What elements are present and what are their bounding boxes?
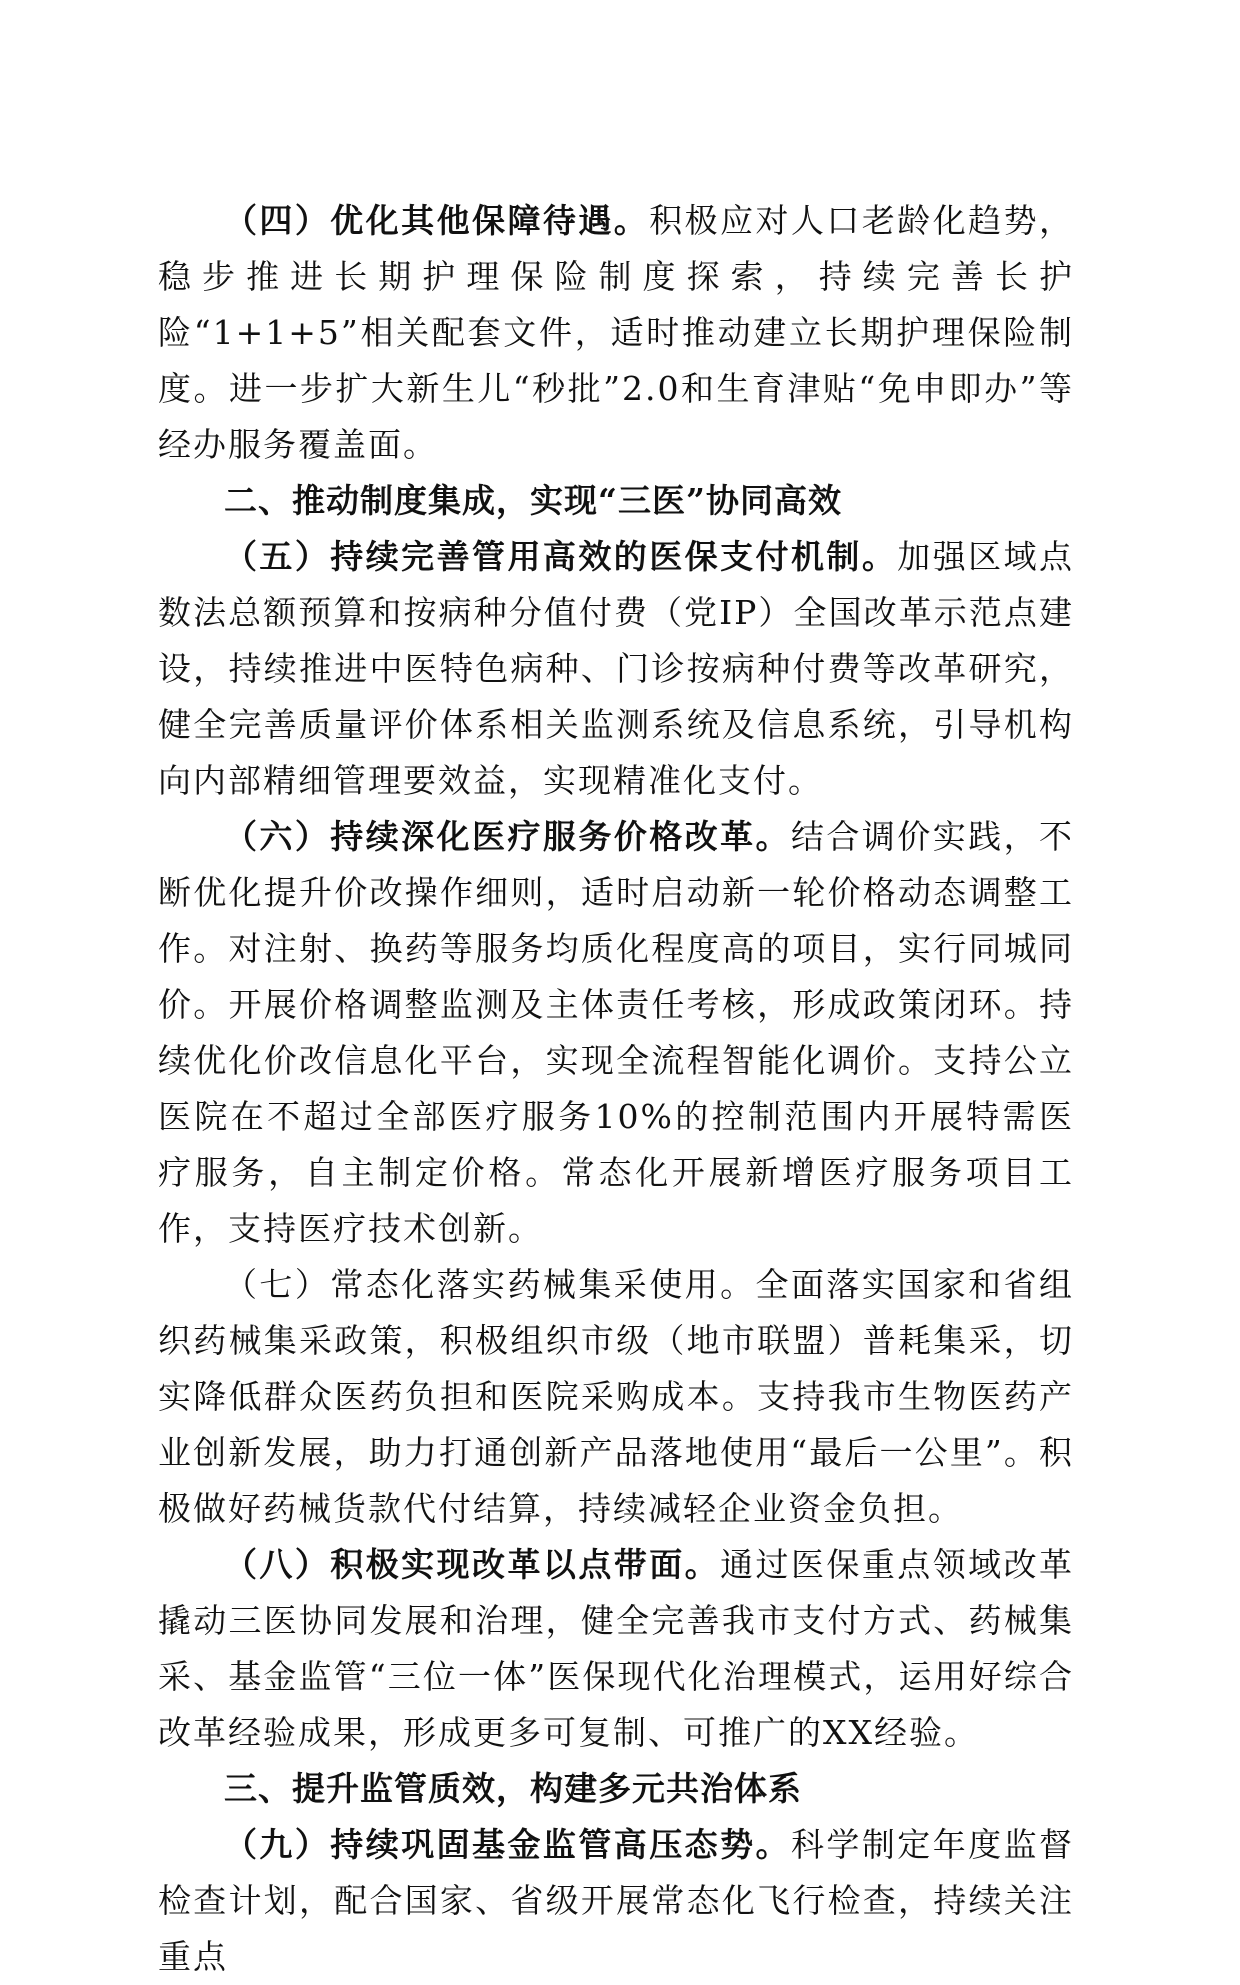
paragraph-4-text: 积极应对人口老龄化趋势，稳步推进长期护理保险制度探索，持续完善长护险“1+1+5”相关配套文件，适时推动建立长期护理保险制度。进一步扩大新生儿“秒批”2.0和生育津贴“免申即办”等经办服务覆盖面。 bbox=[158, 201, 1075, 464]
paragraph-6-text: 结合调价实践，不断优化提升价改操作细则，适时启动新一轮价格动态调整工作。对注射、换药等服务均质化程度高的项目，实行同城同价。开展价格调整监测及主体责任考核，形成政策闭环。持续优化价改信息化平台，实现全流程智能化调价。支持公立医院在不超过全部医疗服务10%的控制范围内开展特需医疗服务，自主制定价格。常态化开展新增医疗服务项目工作，支持医疗技术创新。 bbox=[158, 817, 1075, 1248]
section-heading-2: 二、推动制度集成，实现“三医”协同高效 bbox=[224, 481, 842, 520]
paragraph-7 bbox=[158, 1257, 1074, 1537]
paragraph-9 bbox=[158, 1817, 1074, 1985]
document-body bbox=[158, 193, 1074, 1985]
paragraph-4-lead: （四）优化其他保障待遇。 bbox=[224, 201, 650, 240]
paragraph-7-text: （七）常态化落实药械集采使用。全面落实国家和省组织药械集采政策，积极组织市级（地市联盟）普耗集采，切实降低群众医药负担和医院采购成本。支持我市生物医药产业创新发展，助力打通创新产品落地使用“最后一公里”。积极做好药械货款代付结算，持续减轻企业资金负担。 bbox=[158, 1265, 1074, 1528]
paragraph-6 bbox=[158, 809, 1074, 1257]
paragraph-5 bbox=[158, 529, 1074, 809]
paragraph-6-lead: （六）持续深化医疗服务价格改革。 bbox=[224, 817, 791, 856]
paragraph-4 bbox=[158, 193, 1074, 473]
paragraph-8 bbox=[158, 1537, 1074, 1761]
paragraph-8-text: 通过医保重点领域改革撬动三医协同发展和治理，健全完善我市支付方式、药械集采、基金监管“三位一体”医保现代化治理模式，运用好综合改革经验成果，形成更多可复制、可推广的XX经验。 bbox=[158, 1545, 1075, 1752]
paragraph-8-lead: （八）积极实现改革以点带面。 bbox=[224, 1545, 721, 1584]
section-heading-3: 三、提升监管质效，构建多元共治体系 bbox=[224, 1769, 802, 1808]
paragraph-9-text: 科学制定年度监督检查计划，配合国家、省级开展常态化飞行检查，持续关注重点 bbox=[158, 1825, 1075, 1976]
paragraph-5-lead: （五）持续完善管用高效的医保支付机制。 bbox=[224, 537, 898, 576]
paragraph-9-lead: （九）持续巩固基金监管高压态势。 bbox=[224, 1825, 791, 1864]
paragraph-5-text: 加强区域点数法总额预算和按病种分值付费（党IP）全国改革示范点建设，持续推进中医特色病种、门诊按病种付费等改革研究，健全完善质量评价体系相关监测系统及信息系统，引导机构向内部精细管理要效益，实现精准化支付。 bbox=[158, 537, 1075, 800]
